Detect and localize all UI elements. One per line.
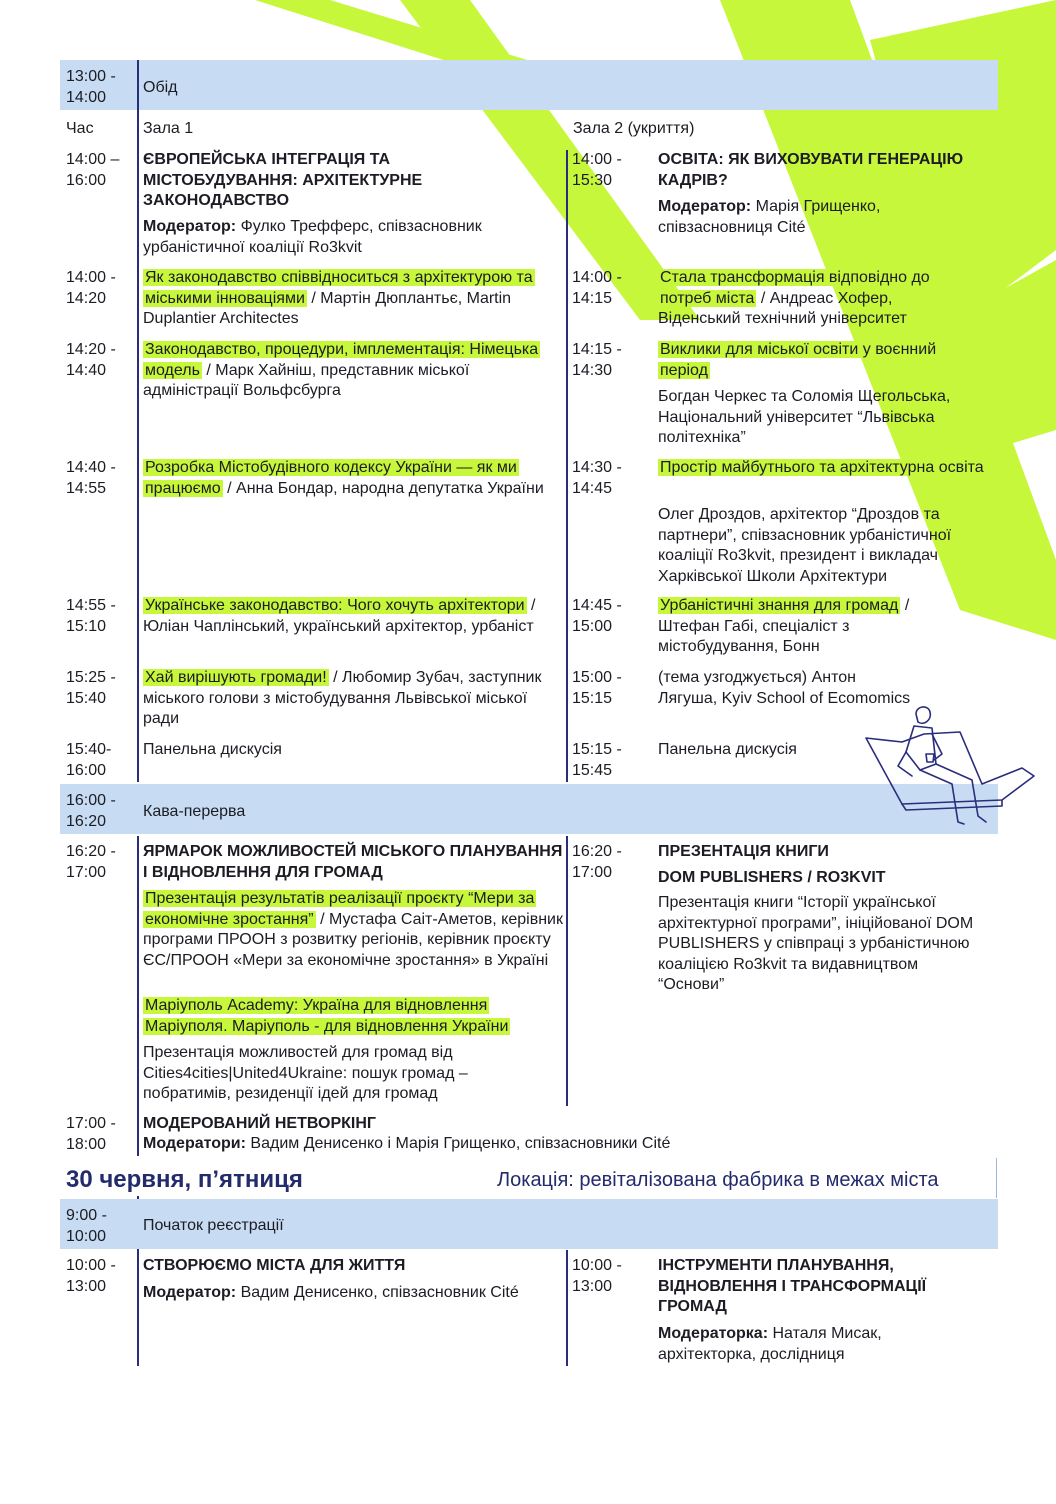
h2-session2-time: 16:20 - 17:00 [572, 843, 622, 881]
h1-talk4 [143, 596, 543, 637]
person-body [906, 726, 936, 770]
h1-talk2-text: / Марк Хайніш, представник міської адміністрації Вольфсбурга [143, 361, 470, 399]
net-mod-text: Вадим Денисенко і Марія Грищенко, співзасновники Cité [250, 1135, 671, 1152]
h2-talk1 [658, 268, 978, 330]
sofa-outline [866, 732, 1034, 804]
h1-s2-p2-title: Маріуполь Academy: Україна для відновлення Маріуполя. Маріуполь - для відновлення України [145, 997, 509, 1035]
h2-talk1-title: Стала трансформація відповідно до потреб міста [660, 269, 930, 307]
h2-s1-mod-text: Марія Грищенко, співзасновниця Cité [658, 198, 881, 236]
h1-talk5-text: / Любомир Зубач, заступник міського голови з містобудування Львівської міської ради [143, 669, 542, 727]
h2-talk4 [658, 596, 948, 658]
h1-talk3-title: Розробка Містобудівного кодексу України — як ми працюємо [145, 459, 517, 497]
coffee-break-label: Кава-перерва [143, 803, 246, 820]
d2-h2-mod-label: Модераторка: [658, 1325, 769, 1342]
h1-talk3 [143, 458, 558, 499]
h2-talk4-text: / Штефан Габі, спеціаліст з містобудування, Бонн [658, 597, 910, 655]
divider-hall-col-3 [566, 1250, 568, 1366]
h1-session2-presentation1 [143, 889, 563, 971]
h2-talk2-title-wrap [658, 340, 988, 381]
coffee-break-time: 16:00 - 16:20 [66, 792, 116, 830]
h2-session1-time: 14:00 - 15:30 [572, 151, 622, 189]
lunch-time: 13:00 - 14:00 [66, 68, 116, 106]
h1-session1-moderator [143, 217, 553, 258]
h2-talk3-title-wrap [658, 458, 993, 479]
h1-talk4-text: / Юліан Чаплінський, український архітектор, урбаніст [143, 597, 536, 635]
h1-talk5-title: Хай вирішують громади! [145, 669, 327, 686]
person-leg-left [920, 770, 964, 824]
h1-talk1-title: Як законодавство співвідноситься з архітектурою та міськими інноваціями [145, 269, 533, 307]
h1-talk1 [143, 268, 543, 330]
lunch-band [60, 60, 998, 110]
d2-h1-moderator [143, 1283, 543, 1304]
h2-talk4-title: Урбаністичні знання для громад [660, 597, 899, 614]
h1-talk4-title: Українське законодавство: Чого хочуть архітектори [145, 597, 525, 614]
h2-talk6-time: 15:15 - 15:45 [572, 741, 622, 779]
h1-talk5-time: 15:25 - 15:40 [66, 669, 116, 707]
h1-s1-mod-text: Фулко Трефферс, співзасновник урбаністичної коаліції Ro3kvit [143, 218, 482, 256]
person-leg-right [936, 764, 986, 822]
d2-h2-time: 10:00 - 13:00 [572, 1257, 622, 1295]
h1-s2-p1-title: Презентація результатів реалізації проєкту “Мери за економічне зростання” [145, 890, 535, 928]
h2-talk1-text: / Андреас Хофер, Віденський технічний університет [658, 289, 907, 327]
h1-session2-title: ЯРМАРОК МОЖЛИВОСТЕЙ МІСЬКОГО ПЛАНУВАННЯ І ВІДНОВЛЕННЯ ДЛЯ ГРОМАД [143, 843, 563, 881]
h2-talk4-time: 14:45 - 15:00 [572, 597, 622, 635]
location-edge-line [996, 1158, 997, 1198]
h2-talk5-text: (тема узгоджується) Антон Лягуша, Kyiv School of Ecomomics [658, 669, 911, 707]
h2-s1-mod-label: Модератор: [658, 198, 752, 215]
h2-talk1-time: 14:00 - 14:15 [572, 269, 622, 307]
h1-session1-time: 14:00 – 16:00 [66, 151, 120, 189]
h1-talk2-title: Законодавство, процедури, імплементація: Німецька модель [145, 341, 539, 379]
d2-h2-mod-text: Наталя Мисак, архітекторка, дослідниця [658, 1325, 882, 1363]
d2-h2-title: ІНСТРУМЕНТИ ПЛАНУВАННЯ, ВІДНОВЛЕННЯ І ТРАНСФОРМАЦІЇ ГРОМАД [658, 1257, 927, 1315]
h1-talk1-time: 14:00 - 14:20 [66, 269, 116, 307]
day2-title: 30 червня, п’ятниця [66, 1166, 303, 1193]
divider-time-col [137, 60, 139, 782]
h2-talk2-text: Богдан Черкес та Соломія Щегольська, Національний університет “Львівська політехніка” [658, 388, 951, 446]
h1-talk6-time: 15:40- 16:00 [66, 741, 112, 779]
lunch-label: Обід [143, 79, 178, 96]
divider-time-col-2 [137, 836, 139, 1156]
header-hall2: Зала 2 (укриття) [573, 120, 695, 137]
h1-talk4-time: 14:55 - 15:10 [66, 597, 116, 635]
h1-talk3-text: / Анна Бондар, народна депутатка України [227, 479, 544, 497]
h1-talk2-time: 14:20 - 14:40 [66, 341, 116, 379]
networking-moderators [143, 1134, 763, 1155]
h2-talk3-text: Олег Дроздов, архітектор “Дроздов та партнери”, співзасновник урбаністичної коаліції Ro3kvit, президент і викладач Харківської Школи Архітектури [658, 506, 952, 585]
d2-h1-time: 10:00 - 13:00 [66, 1257, 116, 1295]
h2-talk6-text: Панельна дискусія [658, 741, 797, 758]
h1-talk2 [143, 340, 543, 402]
divider-hall-col [566, 150, 568, 782]
net-mod-label: Модератори: [143, 1135, 246, 1152]
h1-s1-mod-label: Модератор: [143, 218, 237, 235]
h1-session2-presentation3: Презентація можливостей для громад від Cities4cities|United4Ukraine: пошук громад – побратимів, резиденції ідей для громад [143, 1044, 468, 1102]
h1-session1-title: ЄВРОПЕЙСЬКА ІНТЕГРАЦІЯ ТА МІСТОБУДУВАННЯ: АРХІТЕКТУРНЕ ЗАКОНОДАВСТВО [143, 151, 423, 209]
h2-session1-moderator [658, 197, 958, 238]
person-head [916, 707, 930, 723]
divider-hall-col-2 [566, 836, 568, 1106]
d2-h1-title: СТВОРЮЄМО МІСТА ДЛЯ ЖИТТЯ [143, 1257, 406, 1274]
d2-h1-mod-label: Модератор: [143, 1284, 237, 1301]
h2-talk2-title: Виклики для міської освіти у воєнний період [660, 341, 937, 379]
h1-s2-p1-text: / Мустафа Саіт-Аметов, керівник програми ПРООН з розвитку регіонів, керівник проєкту ЄС/ПРООН «Мери за економічне зростання» в Україні [143, 910, 563, 969]
day2-location: Локація: ревіталізована фабрика в межах міста [497, 1169, 939, 1191]
registration-time: 9:00 - 10:00 [66, 1207, 107, 1245]
registration-label: Початок реєстрації [143, 1217, 284, 1234]
h1-talk6-text: Панельна дискусія [143, 741, 282, 758]
h1-talk5 [143, 668, 543, 730]
h2-talk2-time: 14:15 - 14:30 [572, 341, 622, 379]
h2-session1-title: ОСВІТА: ЯК ВИХОВУВАТИ ГЕНЕРАЦІЮ КАДРІВ? [658, 151, 964, 189]
person-on-sofa-illustration [862, 704, 1038, 832]
header-hall1: Зала 1 [143, 120, 194, 137]
networking-title: МОДЕРОВАНИЙ НЕТВОРКІНГ [143, 1115, 376, 1132]
d2-h1-mod-text: Вадим Денисенко, співзасновник Cité [240, 1284, 519, 1301]
h2-talk5-time: 15:00 - 15:15 [572, 669, 622, 707]
h1-session2-time: 16:20 - 17:00 [66, 843, 116, 881]
h1-talk3-time: 14:40 - 14:55 [66, 459, 116, 497]
person-arm-left [898, 752, 912, 776]
h2-talk3-time: 14:30 - 14:45 [572, 459, 622, 497]
h1-talk1-text: / Мартін Дюплантьє, Martin Duplantier Architectes [143, 289, 512, 327]
h2-session2-text: Презентація книги “Історії української архітектурної програми”, ініційованої DOM PUBLISHERS у співпраці з урбаністичною коаліцією Ro3kvit та видавництвом “Основи” [658, 894, 974, 993]
h2-talk3-title: Простір майбутнього та архітектурна освіта [660, 459, 984, 476]
h1-session2-presentation2 [143, 996, 563, 1037]
header-time: Час [66, 120, 94, 137]
d2-h2-moderator [658, 1324, 938, 1365]
person-cup [926, 754, 934, 762]
networking-time: 17:00 - 18:00 [66, 1115, 116, 1153]
h2-session2-title1: ПРЕЗЕНТАЦІЯ КНИГИ [658, 843, 829, 860]
h2-session2-title2: DOM PUBLISHERS / RO3KVIT [658, 869, 886, 886]
